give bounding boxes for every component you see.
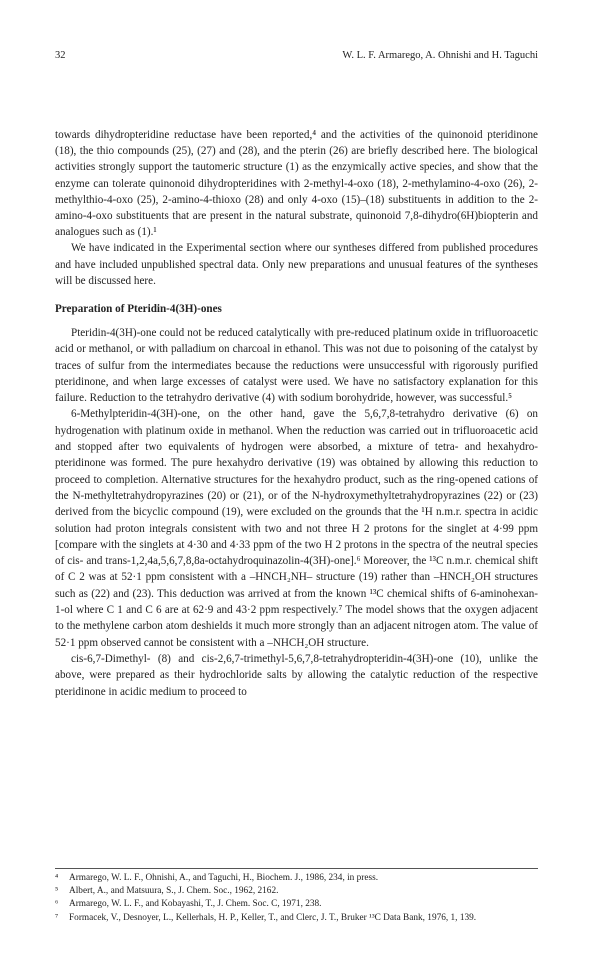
footnote-mark: ⁵ — [55, 886, 59, 897]
section-paragraph-2: 6-Methylpteridin-4(3H)-one, on the other hand, gave the 5,6,7,8-tetrahydro derivative (6) on hydrogenation with platinum oxide in methanol. When the reduction was carried out in trifluoroacetic acid and stopped after two equivalents of hydrogen were absorbed, a mixture of tetra- and hexahydro-pteridinone was formed. The pure hexahydro derivative (19) was obtained by allowing this reduction to proceed to completion. Alternative structures for the hexahydro product, such as the ring-opened cations of the N-methyltetrahydropyrazines (20) or (21), or of the N-hydroxymethyltetrahydropyrazines (22) or (23) derived from the bicyclic compound (19), were excluded on the grounds that the ¹H n.m.r. spectra in acidic solution had proton integrals consistent with two and not three H 2 protons for the singlet at 4·99 ppm [compare with the singlets at 4·30 and 4·33 ppm of the two H 2 protons in the spectra of the neutral species of cis- and trans-1,2,4a,5,6,7,8,8a-octahydroquinazolin-4(3H)-one].⁶ Moreover, the ¹³C n.m.r. chemical shift of C 2 was at 52·1 ppm consistent with a –HNCH₂NH– structure (19) rather than –HNCH₂OH structures such as (22) and (23). This deduction was arrived at from the known ¹³C chemical shifts of 6-aminohexan-1-ol where C 1 and C 6 are at 62·9 and 43·2 ppm respectively.⁷ The model shows that the oxygen adjacent to the methylene carbon atom deshields it much more strongly than an adjacent nitrogen atom. The value of 52·1 ppm observed cannot be consistent with a –NHCH₂OH structure. — [55, 408, 538, 649]
footnote-text: Armarego, W. L. F., Ohnishi, A., and Taguchi, H., Biochem. J., 1986, 234, in press. — [69, 873, 379, 883]
running-head: W. L. F. Armarego, A. Ohnishi and H. Taguchi — [342, 50, 538, 61]
footnote-5 — [55, 885, 538, 898]
footnote-mark: ⁴ — [55, 873, 59, 883]
footnote-mark: ⁶ — [55, 899, 59, 910]
section-heading: Preparation of Pteridin-4(3H)-ones — [55, 303, 222, 315]
page-number: 32 — [55, 50, 66, 61]
footnote-mark: ⁷ — [55, 912, 59, 923]
section-text — [55, 325, 538, 700]
footnote-text: Formacek, V., Desnoyer, L., Kellerhals, H. P., Keller, T., and Clerc, J. T., Bruker ¹³C Data Bank, 1976, 1, 139. — [69, 912, 477, 923]
footnotes — [55, 872, 538, 925]
footnote-4 — [55, 872, 538, 885]
section-paragraph-1: Pteridin-4(3H)-one could not be reduced catalytically with pre-reduced platinum oxide in trifluoroacetic acid or methanol, or with palladium on charcoal in ethanol. This was not due to poisoning of the catalyst by traces of sulfur from the intermediates because the reductions were unsuccessful with rigorously purified pteridinone, and when large excesses of catalyst were used. We have no satisfactory explanation for this failure. Reduction to the tetrahydro derivative (4) with sodium borohydride, however, was successful.⁵ — [55, 327, 538, 405]
footnote-6 — [55, 898, 538, 911]
intro-text — [55, 127, 538, 289]
intro-paragraph-2: We have indicated in the Experimental section where our syntheses differed from published procedures and have included unpublished spectral data. Only new preparations and unusual features of the syntheses will be discussed here. — [55, 242, 538, 287]
footnote-rule — [55, 868, 538, 869]
section-paragraph-3: cis-6,7-Dimethyl- (8) and cis-2,6,7-trimethyl-5,6,7,8-tetrahydropteridin-4(3H)-one (10), unlike the above, were prepared as their hydrochloride salts by allowing the catalytic reduction of the respective pteridinone in acidic medium to proceed to — [55, 652, 538, 698]
footnote-text: Albert, A., and Matsuura, S., J. Chem. Soc., 1962, 2162. — [69, 886, 279, 897]
footnote-text: Armarego, W. L. F., and Kobayashi, T., J. Chem. Soc. C, 1971, 238. — [69, 899, 322, 910]
intro-paragraph-1: towards dihydropteridine reductase have been reported,⁴ and the activities of the quinonoid pteridinone (18), the thio compounds (25), (27) and (28), and the pterin (26) are briefly described here. The biological activities strongly support the tautomeric structure (1) as the enzymically active species, and show that the enzyme can tolerate quinonoid dihydropteridines with 2-methyl-4-oxo (18), 2-methylamino-4-oxo (26), 2-methylthio-4-oxo (25), 2-amino-4-thioxo (28) and only 4-oxo (15)–(18) substituents in addition to the 2-amino-4-oxo substituents that are present in the natural substrate, quinonoid 7,8-dihydro(6H)biopterin and analogues such as (1).¹ — [55, 129, 538, 239]
footnote-7 — [55, 912, 538, 925]
